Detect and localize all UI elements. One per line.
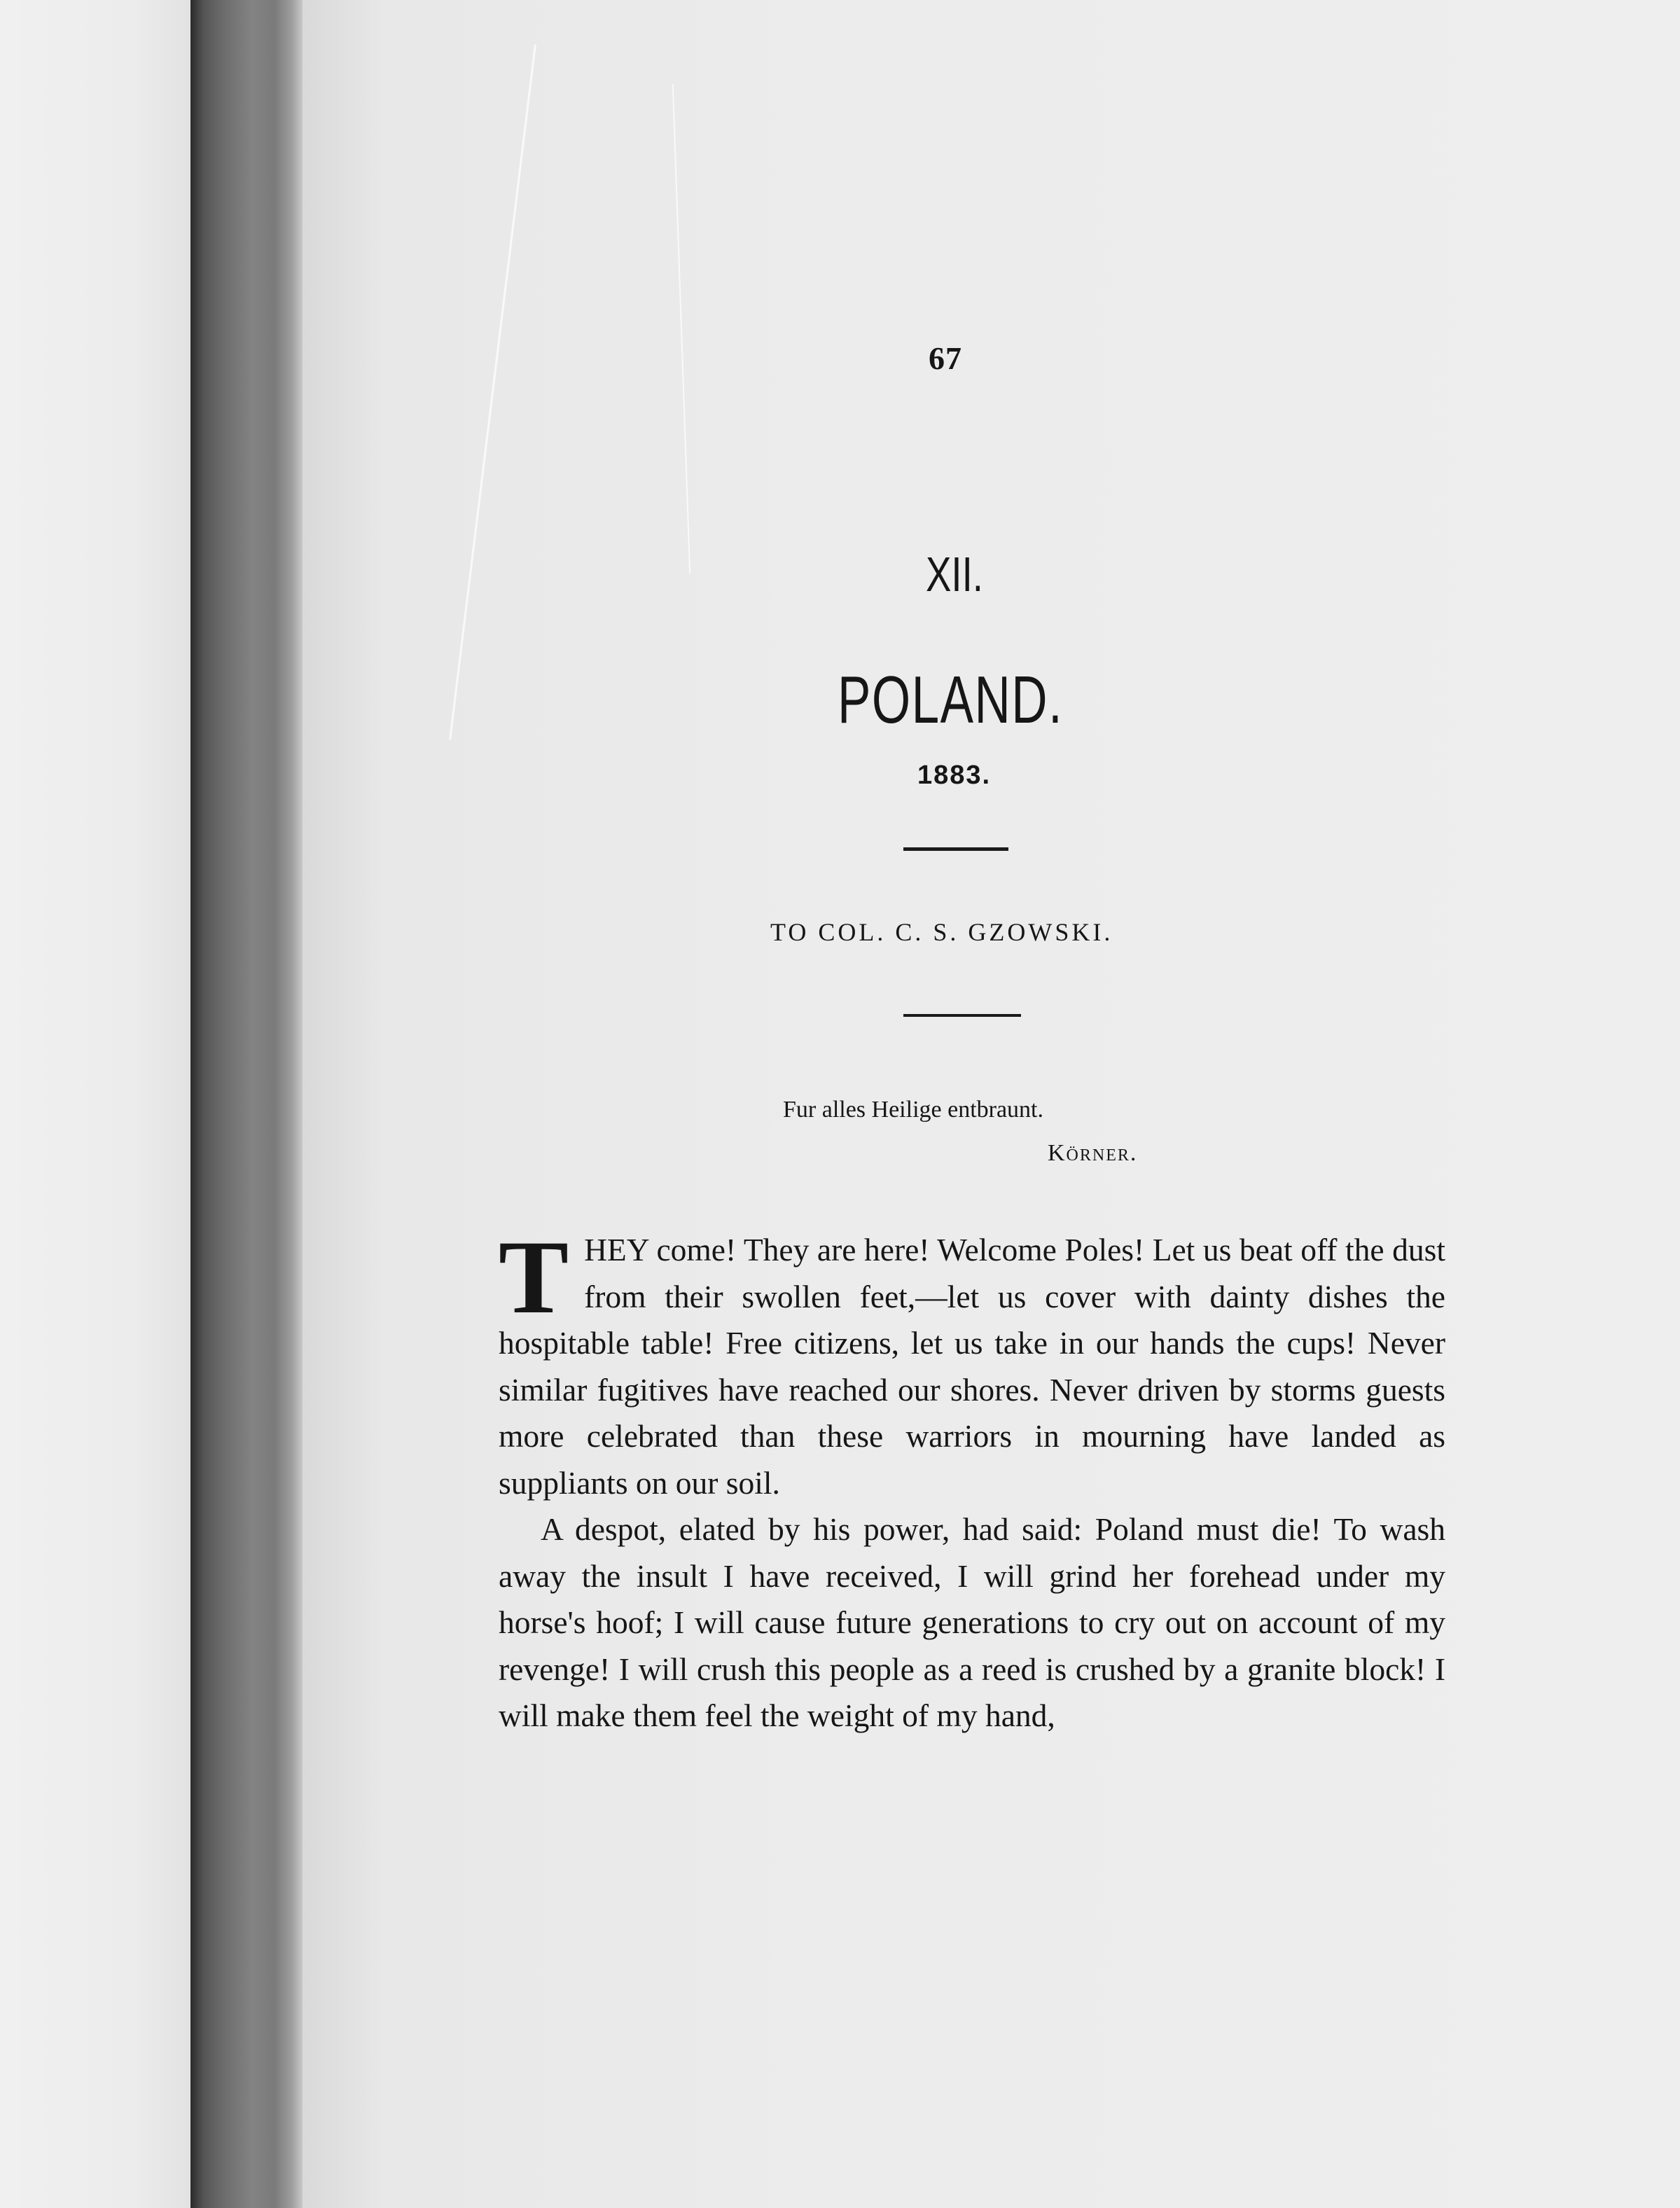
dedication: TO COL. C. S. GZOWSKI. xyxy=(770,918,1113,946)
section-rule xyxy=(903,1014,1021,1017)
page-number: 67 xyxy=(929,340,962,376)
paragraph: A despot, elated by his power, had said: Poland must die! To wash away the insult I have received, I will grind her forehead under my horse's hoof; I will cause future generations to cry out on account of my revenge! I will crush this people as a reed is crushed by a granite block! I will make them feel the weight of my hand, xyxy=(499,1511,1445,1733)
poem-title: POLAND. xyxy=(838,662,1064,737)
facing-page-edge xyxy=(0,0,190,2208)
chapter-number: XII. xyxy=(926,547,983,602)
scan-scratch xyxy=(449,45,536,740)
drop-cap: T xyxy=(499,1219,569,1335)
first-word: HEY xyxy=(584,1232,648,1268)
section-rule xyxy=(903,847,1008,851)
body-text xyxy=(499,1219,1445,1740)
book-binding-shadow xyxy=(190,0,303,2208)
paragraph-text: come! They are here! Welcome Poles! Let us beat off the dust from their swollen feet,—let us cover with dainty dishes the hospitable table! Free citizens, let us take in our hands the cups! Never similar fugitives have reached our shores. Never driven by storms guests more celebrated than these warriors in mourning have landed as suppliants on our soil. xyxy=(499,1232,1445,1501)
epigraph-author: Körner. xyxy=(1048,1140,1138,1166)
poem-year: 1883. xyxy=(917,761,992,790)
scan-scratch xyxy=(672,84,690,574)
epigraph-text: Fur alles Heilige entbraunt. xyxy=(783,1097,1044,1123)
paragraph xyxy=(499,1219,1445,1506)
